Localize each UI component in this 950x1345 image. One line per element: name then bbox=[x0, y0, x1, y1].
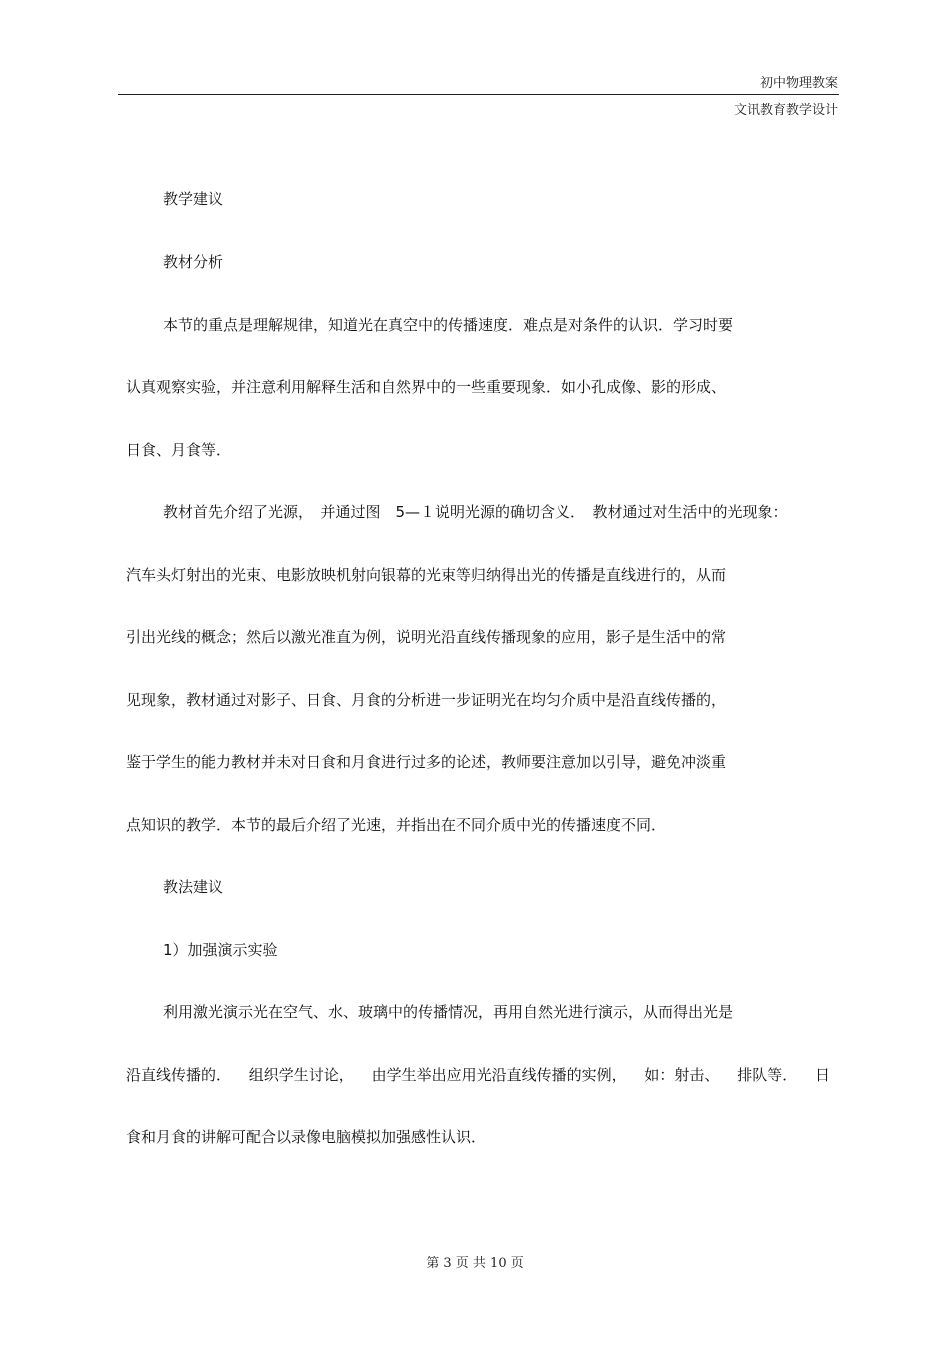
section-heading-analysis: 教材分析 bbox=[163, 253, 224, 271]
header-course: 初中物理教案 bbox=[759, 76, 838, 91]
text-fragment: 沿直线传播的． bbox=[126, 1066, 232, 1084]
page-number: 第 3 页 共 10 页 bbox=[426, 1256, 524, 1271]
section-heading-suggestions: 教学建议 bbox=[163, 190, 224, 208]
section-heading-methods: 教法建议 bbox=[163, 878, 224, 896]
header-publisher: 文讯教育教学设计 bbox=[733, 103, 838, 118]
paragraph-line: 引出光线的概念；然后以激光准直为例，说明光沿直线传播现象的应用，影子是生活中的常 bbox=[126, 628, 727, 646]
header-divider bbox=[118, 94, 839, 95]
text-fragment: 由学生举出应用光沿直线传播的实例， bbox=[371, 1066, 627, 1084]
paragraph-line: 教材首先介绍了光源， 并通过图 5—１说明光源的确切含义． 教材通过对生活中的光现象： bbox=[163, 503, 788, 521]
text-fragment: 如：射击、 bbox=[644, 1066, 720, 1084]
paragraph-line: 认真观察实验，并注意利用解释生活和自然界中的一些重要现象．如小孔成像、影的形成、 bbox=[126, 378, 727, 396]
paragraph-line: 鉴于学生的能力教材并未对日食和月食进行过多的论述，教师要注意加以引导，避免冲淡重 bbox=[126, 753, 727, 771]
text-fragment: 排队等． bbox=[737, 1066, 798, 1084]
paragraph-line: 点知识的教学．本节的最后介绍了光速，并指出在不同介质中光的传播速度不同． bbox=[126, 816, 667, 834]
paragraph-line-justified bbox=[126, 1065, 830, 1085]
text-fragment: 组织学生讨论， bbox=[248, 1066, 354, 1084]
paragraph-line: 本节的重点是理解规律，知道光在真空中的传播速度．难点是对条件的认识．学习时要 bbox=[163, 316, 734, 334]
list-item-title: 1）加强演示实验 bbox=[163, 941, 278, 959]
paragraph-line: 见现象，教材通过对影子、日食、月食的分析进一步证明光在均匀介质中是沿直线传播的， bbox=[126, 691, 727, 709]
text-fragment: 日 bbox=[814, 1066, 830, 1084]
paragraph-line: 利用激光演示光在空气、水、玻璃中的传播情况，再用自然光进行演示，从而得出光是 bbox=[163, 1003, 734, 1021]
paragraph-line: 日食、月食等． bbox=[126, 441, 232, 459]
paragraph-line: 食和月食的讲解可配合以录像电脑模拟加强感性认识． bbox=[126, 1128, 487, 1146]
paragraph-line: 汽车头灯射出的光束、电影放映机射向银幕的光束等归纳得出光的传播是直线进行的，从而 bbox=[126, 566, 727, 584]
